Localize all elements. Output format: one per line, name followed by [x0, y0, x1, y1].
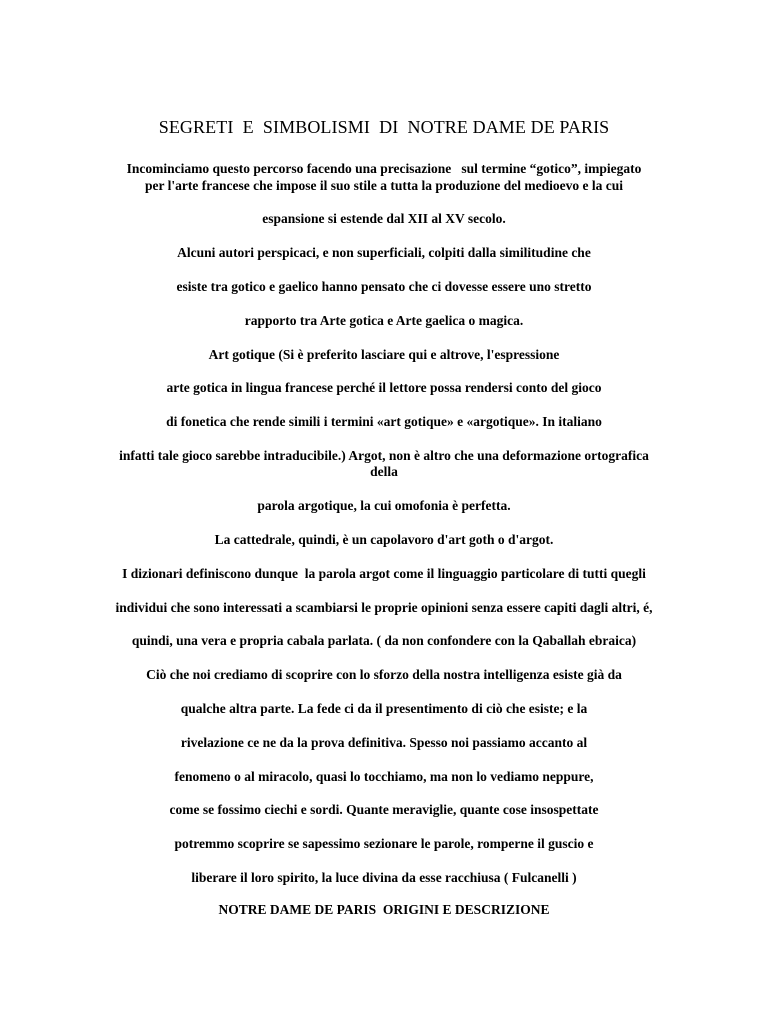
text-line: qualche altra parte. La fede ci da il presentimento di ciò che esiste; e la [180, 701, 588, 716]
text-line: come se fossimo ciechi e sordi. Quante meraviglie, quante cose insospettate [169, 802, 599, 817]
text-line: individui che sono interessati a scambiarsi le proprie opinioni senza essere capiti dagli altri, é, [115, 600, 653, 615]
text-line: fenomeno o al miracolo, quasi lo tocchiamo, ma non lo vediamo neppure, [174, 769, 594, 784]
text-line: Incominciamo questo percorso facendo una precisazione sul termine “gotico”, impiegato [126, 161, 642, 176]
text-line: La cattedrale, quindi, è un capolavoro d'art goth o d'argot. [214, 532, 554, 547]
text-line: esiste tra gotico e gaelico hanno pensato che ci dovesse essere uno stretto [176, 279, 592, 294]
text-line: di fonetica che rende simili i termini «art gotique» e «argotique». In italiano [166, 414, 602, 429]
text-line: liberare il loro spirito, la luce divina da esse racchiusa ( Fulcanelli ) [191, 870, 577, 885]
text-line: per l'arte francese che impose il suo stile a tutta la produzione del medioevo e la cui [145, 178, 623, 193]
text-line: Ciò che noi crediamo di scoprire con lo sforzo della nostra intelligenza esiste già da [146, 667, 622, 682]
document-title: SEGRETI E SIMBOLISMI DI NOTRE DAME DE PARIS [158, 117, 610, 137]
text-line: I dizionari definiscono dunque la parola argot come il linguaggio particolare di tutti quegli [122, 566, 646, 581]
text-line: quindi, una vera e propria cabala parlata. ( da non confondere con la Qaballah ebraica) [131, 633, 637, 648]
section-heading: NOTRE DAME DE PARIS ORIGINI E DESCRIZIONE [218, 902, 550, 917]
text-line: espansione si estende dal XII al XV secolo. [262, 211, 506, 226]
text-line: infatti tale gioco sarebbe intraducibile.) Argot, non è altro che una deformazione ortografica [119, 448, 649, 463]
text-line: della [370, 464, 398, 479]
text-line: Art gotique (Si è preferito lasciare qui e altrove, l'espressione [208, 347, 560, 362]
text-line: potremmo scoprire se sapessimo sezionare le parole, romperne il guscio e [174, 836, 594, 851]
text-line: parola argotique, la cui omofonia è perfetta. [257, 498, 511, 513]
text-line: Alcuni autori perspicaci, e non superficiali, colpiti dalla similitudine che [177, 245, 591, 260]
text-line: rivelazione ce ne da la prova definitiva. Spesso noi passiamo accanto al [180, 735, 588, 750]
text-line: arte gotica in lingua francese perché il lettore possa rendersi conto del gioco [166, 380, 602, 395]
text-line: rapporto tra Arte gotica e Arte gaelica o magica. [244, 313, 524, 328]
